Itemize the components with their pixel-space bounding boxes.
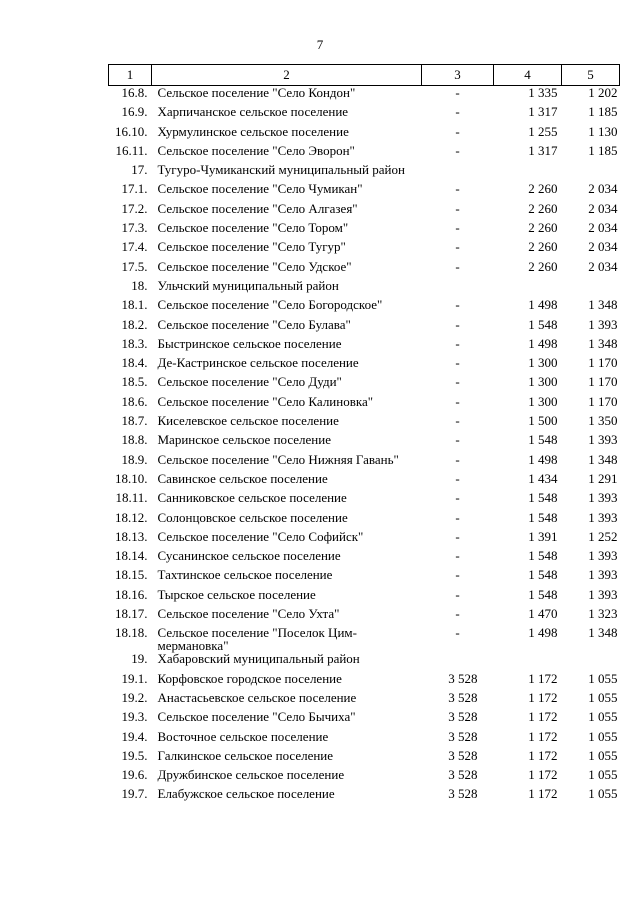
table-row (109, 298, 620, 317)
row-col-4: 1 548 (528, 509, 558, 525)
row-col-4: 2 260 (528, 258, 558, 274)
row-col-3: - (455, 220, 460, 236)
row-name: Сельское поселение "Село Булава" (157, 316, 351, 332)
table-row (109, 511, 620, 530)
table-row (109, 768, 620, 787)
table-row (109, 491, 620, 510)
row-number: 16.11. (115, 142, 148, 158)
row-col-3: - (455, 335, 460, 351)
table-row (109, 652, 620, 671)
row-col-5: 1 055 (588, 728, 618, 744)
row-col-5: 1 055 (588, 786, 618, 802)
row-col-3: - (455, 393, 460, 409)
row-col-4: 1 548 (528, 567, 558, 583)
row-name: Сусанинское сельское поселение (157, 548, 341, 564)
row-col-3: - (455, 451, 460, 467)
table-row (109, 221, 620, 240)
row-col-5 (562, 652, 620, 671)
row-col-5: 1 350 (588, 413, 618, 429)
row-col-4: 1 300 (528, 374, 558, 390)
row-col-3 (422, 279, 494, 298)
row-col-3: 3 528 (448, 786, 478, 802)
table-row (109, 549, 620, 568)
row-number: 18.1. (121, 297, 148, 313)
table-row (109, 279, 620, 298)
row-col-5: 1 393 (588, 586, 618, 602)
row-name: Сельское поселение "Село Удское" (157, 258, 352, 274)
row-col-3: - (455, 297, 460, 313)
data-table (108, 64, 620, 807)
table-row (109, 672, 620, 691)
row-number: 18.4. (121, 355, 148, 371)
row-number: 16.8. (121, 85, 148, 100)
row-col-3: - (455, 528, 460, 544)
row-col-3: - (455, 258, 460, 274)
row-col-4: 1 172 (528, 747, 558, 763)
table-row (109, 588, 620, 607)
row-number: 18.5. (121, 374, 148, 390)
row-name: Санниковское сельское поселение (157, 490, 347, 506)
row-col-4: 2 260 (528, 220, 558, 236)
row-col-3: - (455, 586, 460, 602)
table-row (109, 337, 620, 356)
row-col-5: 1 170 (588, 355, 618, 371)
table-row (109, 105, 620, 124)
row-name: Сельское поселение "Село Тугур" (157, 239, 346, 255)
page-number: 7 (316, 37, 324, 52)
row-name: Солонцовское сельское поселение (157, 509, 348, 525)
row-col-3 (422, 163, 494, 182)
header-col-5: 5 (562, 65, 620, 86)
row-col-5: 1 055 (588, 670, 618, 686)
header-row (109, 65, 620, 86)
row-col-5: 1 185 (588, 142, 618, 158)
table-row (109, 260, 620, 279)
row-name: Сельское поселение "Село Алгазея" (157, 200, 358, 216)
row-col-4: 1 470 (528, 606, 558, 622)
row-name: Маринское сельское поселение (157, 432, 331, 448)
row-col-4: 2 260 (528, 239, 558, 255)
table-row (109, 144, 620, 163)
row-number: 18.10. (115, 470, 148, 486)
row-name: Сельское поселение "Село Тором" (157, 220, 349, 236)
row-col-4: 1 391 (528, 528, 558, 544)
table-row (109, 730, 620, 749)
table-row (109, 691, 620, 710)
row-name: Харпичанское сельское поселение (157, 104, 349, 120)
row-number: 18.12. (115, 509, 148, 525)
table-row (109, 749, 620, 768)
row-col-3: - (455, 123, 460, 139)
row-col-3: - (455, 432, 460, 448)
row-col-4: 1 300 (528, 355, 558, 371)
table-header (109, 65, 620, 86)
row-col-3: 3 528 (448, 709, 478, 725)
row-number: 16.9. (121, 104, 148, 120)
table-row (109, 453, 620, 472)
row-col-5: 1 130 (588, 123, 618, 139)
row-number: 18.9. (121, 451, 148, 467)
row-col-5: 1 170 (588, 393, 618, 409)
header-col-4: 4 (494, 65, 562, 86)
row-name: Сельское поселение "Поселок Цим-мермановка" (157, 625, 357, 654)
row-col-5: 1 323 (588, 606, 618, 622)
row-number: 19.6. (121, 767, 148, 783)
row-name: Тугуро-Чумиканский муниципальный район (157, 162, 405, 178)
row-col-3: - (455, 625, 460, 641)
row-col-5: 2 034 (588, 258, 618, 274)
row-number: 18.17. (115, 606, 148, 622)
table-row (109, 607, 620, 626)
row-col-5: 1 055 (588, 689, 618, 705)
table-row (109, 626, 620, 652)
row-name: Быстринское сельское поселение (157, 335, 342, 351)
row-col-3: - (455, 239, 460, 255)
row-name: Ульчский муниципальный район (157, 277, 339, 293)
row-number: 17. (131, 162, 148, 178)
row-name: Восточное сельское поселение (157, 728, 329, 744)
row-name: Хабаровский муниципальный район (157, 651, 360, 667)
row-name: Дружбинское сельское поселение (157, 767, 345, 783)
row-name: Елабужское сельское поселение (157, 786, 335, 802)
row-col-5 (562, 279, 620, 298)
row-number: 19.3. (121, 709, 148, 725)
row-number: 18. (131, 277, 148, 293)
table-row (109, 375, 620, 394)
row-col-4: 1 548 (528, 490, 558, 506)
table-row (109, 125, 620, 144)
row-col-5: 1 393 (588, 432, 618, 448)
row-col-3: - (455, 548, 460, 564)
table-row (109, 787, 620, 806)
table-row (109, 86, 620, 106)
row-number: 18.14. (115, 548, 148, 564)
table-row (109, 240, 620, 259)
row-col-5: 1 348 (588, 625, 618, 641)
row-col-5: 1 348 (588, 335, 618, 351)
row-col-3: - (455, 567, 460, 583)
row-name: Киселевское сельское поселение (157, 413, 339, 429)
row-col-5: 2 034 (588, 181, 618, 197)
row-col-5: 2 034 (588, 220, 618, 236)
table-row (109, 318, 620, 337)
table-body (109, 86, 620, 807)
row-col-4: 2 260 (528, 200, 558, 216)
table-row (109, 182, 620, 201)
row-col-3: 3 528 (448, 728, 478, 744)
row-number: 18.11. (115, 490, 148, 506)
row-name: Сельское поселение "Село Чумикан" (157, 181, 363, 197)
row-col-3: - (455, 509, 460, 525)
row-col-4 (494, 163, 562, 182)
row-col-5: 1 185 (588, 104, 618, 120)
row-col-4 (494, 279, 562, 298)
row-name: Сельское поселение "Село Эворон" (157, 142, 355, 158)
row-col-4: 1 172 (528, 786, 558, 802)
row-col-5: 1 055 (588, 747, 618, 763)
row-name: Сельское поселение "Село Калиновка" (157, 393, 374, 409)
table-row (109, 163, 620, 182)
row-col-3: - (455, 606, 460, 622)
row-col-5: 1 348 (588, 297, 618, 313)
header-col-2: 2 (152, 65, 422, 86)
row-col-3: - (455, 104, 460, 120)
row-col-5: 1 348 (588, 451, 618, 467)
table-row (109, 356, 620, 375)
row-col-4: 1 317 (528, 142, 558, 158)
row-col-5: 1 252 (588, 528, 618, 544)
row-col-5: 1 170 (588, 374, 618, 390)
row-col-3: 3 528 (448, 767, 478, 783)
row-col-5: 2 034 (588, 200, 618, 216)
row-col-5: 1 393 (588, 490, 618, 506)
row-number: 18.8. (121, 432, 148, 448)
row-number: 17.2. (121, 200, 148, 216)
row-col-3: 3 528 (448, 747, 478, 763)
row-col-3: - (455, 413, 460, 429)
row-number: 19.5. (121, 747, 148, 763)
row-col-4: 1 172 (528, 728, 558, 744)
row-col-5: 1 393 (588, 548, 618, 564)
row-col-4: 1 498 (528, 451, 558, 467)
row-col-3: - (455, 85, 460, 100)
row-number: 18.3. (121, 335, 148, 351)
row-number: 19.1. (121, 670, 148, 686)
row-col-4: 1 172 (528, 767, 558, 783)
row-col-4: 1 548 (528, 432, 558, 448)
row-col-3: - (455, 490, 460, 506)
row-col-3 (422, 652, 494, 671)
row-col-3: - (455, 200, 460, 216)
row-col-4 (494, 652, 562, 671)
row-number: 17.3. (121, 220, 148, 236)
table-row (109, 414, 620, 433)
row-number: 18.2. (121, 316, 148, 332)
header-col-1: 1 (109, 65, 152, 86)
row-col-4: 1 548 (528, 586, 558, 602)
row-col-3: - (455, 470, 460, 486)
table-row (109, 530, 620, 549)
row-number: 19.2. (121, 689, 148, 705)
row-name: Сельское поселение "Село Дуди" (157, 374, 342, 390)
row-col-5: 1 202 (588, 85, 618, 100)
table-row (109, 395, 620, 414)
row-number: 17.4. (121, 239, 148, 255)
row-col-4: 1 548 (528, 316, 558, 332)
row-col-3: - (455, 316, 460, 332)
row-col-4: 1 498 (528, 297, 558, 313)
row-col-5 (562, 163, 620, 182)
row-name: Сельское поселение "Село Бычиха" (157, 709, 356, 725)
row-number: 19.4. (121, 728, 148, 744)
row-col-3: - (455, 181, 460, 197)
row-col-4: 1 434 (528, 470, 558, 486)
row-col-3: 3 528 (448, 689, 478, 705)
row-col-5: 1 055 (588, 767, 618, 783)
row-name: Хурмулинское сельское поселение (157, 123, 349, 139)
row-name: Сельское поселение "Село Кондон" (157, 85, 356, 100)
row-name: Де-Кастринское сельское поселение (157, 355, 359, 371)
row-col-5: 1 291 (588, 470, 618, 486)
row-number: 19.7. (121, 786, 148, 802)
row-name: Тырское сельское поселение (157, 586, 316, 602)
row-col-4: 1 548 (528, 548, 558, 564)
row-col-5: 1 393 (588, 567, 618, 583)
row-number: 18.13. (115, 528, 148, 544)
row-name: Тахтинское сельское поселение (157, 567, 333, 583)
row-name: Савинское сельское поселение (157, 470, 328, 486)
row-col-4: 1 255 (528, 123, 558, 139)
row-col-4: 1 172 (528, 670, 558, 686)
row-name: Сельское поселение "Село Софийск" (157, 528, 364, 544)
row-number: 19. (131, 651, 148, 667)
row-name: Сельское поселение "Село Нижняя Гавань" (157, 451, 399, 467)
row-col-5: 1 393 (588, 509, 618, 525)
table-row (109, 202, 620, 221)
row-col-3: - (455, 355, 460, 371)
row-col-3: - (455, 142, 460, 158)
row-number: 18.7. (121, 413, 148, 429)
table-row (109, 433, 620, 452)
row-name: Сельское поселение "Село Богородское" (157, 297, 383, 313)
row-col-5: 2 034 (588, 239, 618, 255)
row-name: Корфовское городское поселение (157, 670, 342, 686)
row-number: 18.6. (121, 393, 148, 409)
row-col-4: 1 317 (528, 104, 558, 120)
row-col-3: 3 528 (448, 670, 478, 686)
row-col-4: 2 260 (528, 181, 558, 197)
row-col-5: 1 393 (588, 316, 618, 332)
row-col-4: 1 498 (528, 625, 558, 641)
row-col-4: 1 300 (528, 393, 558, 409)
header-col-3: 3 (422, 65, 494, 86)
table-row (109, 710, 620, 729)
row-number: 18.16. (115, 586, 148, 602)
row-col-3: - (455, 374, 460, 390)
row-number: 16.10. (115, 123, 148, 139)
row-col-4: 1 500 (528, 413, 558, 429)
row-col-5: 1 055 (588, 709, 618, 725)
table-row (109, 568, 620, 587)
row-name: Сельское поселение "Село Ухта" (157, 606, 340, 622)
table-row (109, 472, 620, 491)
row-number: 17.1. (121, 181, 148, 197)
row-name: Галкинское сельское поселение (157, 747, 334, 763)
row-number: 18.18. (115, 625, 148, 641)
row-col-4: 1 335 (528, 85, 558, 100)
row-col-4: 1 498 (528, 335, 558, 351)
row-number: 17.5. (121, 258, 148, 274)
row-number: 18.15. (115, 567, 148, 583)
row-col-4: 1 172 (528, 689, 558, 705)
row-col-4: 1 172 (528, 709, 558, 725)
row-name: Анастасьевское сельское поселение (157, 689, 357, 705)
